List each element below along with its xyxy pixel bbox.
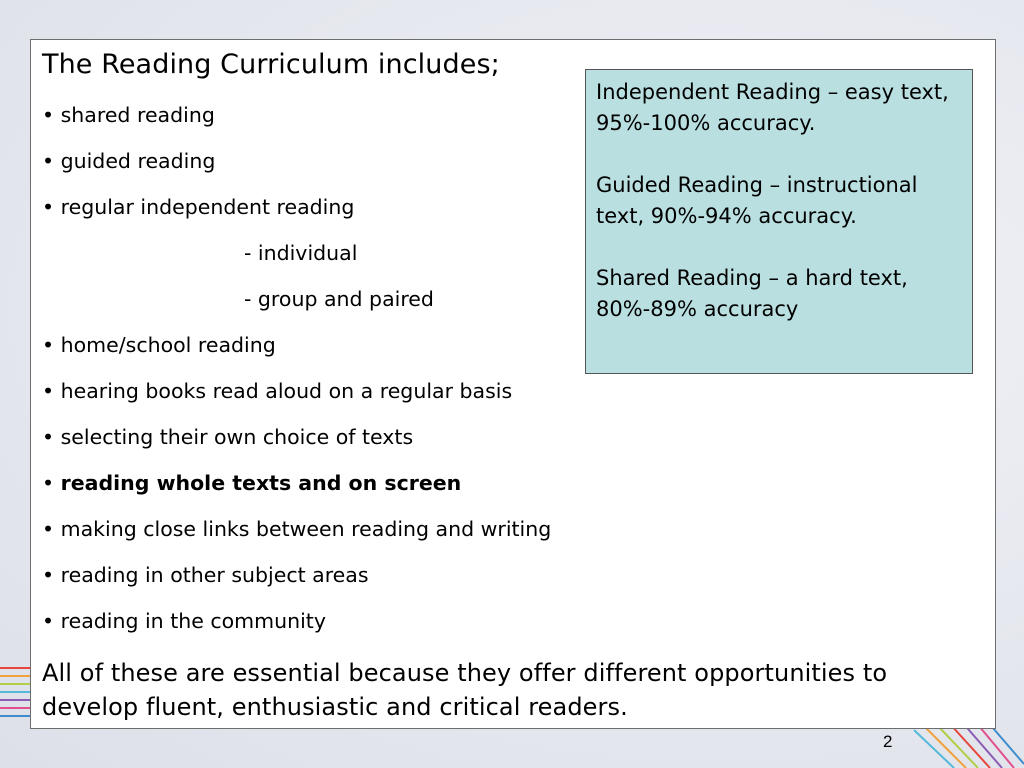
list-item [42, 378, 512, 404]
sub-list-item [244, 240, 357, 266]
list-item-text: reading whole texts and on screen [60, 471, 462, 495]
list-item-text: reading in other subject areas [60, 563, 369, 587]
list-item-text: hearing books read aloud on a regular basis [60, 379, 513, 403]
bullet-marker: • [42, 425, 61, 449]
bullet-marker: • [42, 517, 61, 541]
list-item [42, 516, 551, 542]
slide-heading: The Reading Curriculum includes; [42, 49, 500, 80]
reading-levels-box [585, 69, 973, 374]
list-item [42, 148, 215, 174]
bullet-marker: • [42, 471, 61, 495]
page-number: 2 [883, 732, 893, 751]
bullet-marker: • [42, 563, 61, 587]
bullet-marker: • [42, 103, 61, 127]
list-item-text: shared reading [60, 103, 215, 127]
bullet-marker: • [42, 379, 61, 403]
list-item [42, 424, 413, 450]
sub-list-item [244, 286, 434, 312]
list-item-text: selecting their own choice of texts [60, 425, 414, 449]
list-item-text: - individual [244, 241, 358, 265]
list-item-text: reading in the community [60, 609, 326, 633]
list-item-text: making close links between reading and writing [60, 517, 552, 541]
list-item-emphasized [42, 470, 461, 496]
shared-reading-note: Shared Reading – a hard text, 80%-89% accuracy [596, 266, 908, 321]
list-item [42, 562, 369, 588]
guided-reading-note: Guided Reading – instructional text, 90%-94% accuracy. [596, 173, 918, 228]
bullet-marker: • [42, 333, 61, 357]
bullet-marker: • [42, 149, 61, 173]
independent-reading-note: Independent Reading – easy text, 95%-100% accuracy. [596, 80, 949, 135]
bullet-marker: • [42, 195, 61, 219]
list-item [42, 194, 354, 220]
list-item [42, 102, 215, 128]
list-item [42, 608, 326, 634]
list-item [42, 332, 276, 358]
bullet-marker: • [42, 609, 61, 633]
list-item-text: regular independent reading [60, 195, 355, 219]
list-item-text: - group and paired [244, 287, 434, 311]
list-item-text: guided reading [60, 149, 216, 173]
conclusion-text: All of these are essential because they offer different opportunities to develop fluent, enthusiastic and critical readers. [42, 659, 888, 721]
list-item-text: home/school reading [60, 333, 276, 357]
